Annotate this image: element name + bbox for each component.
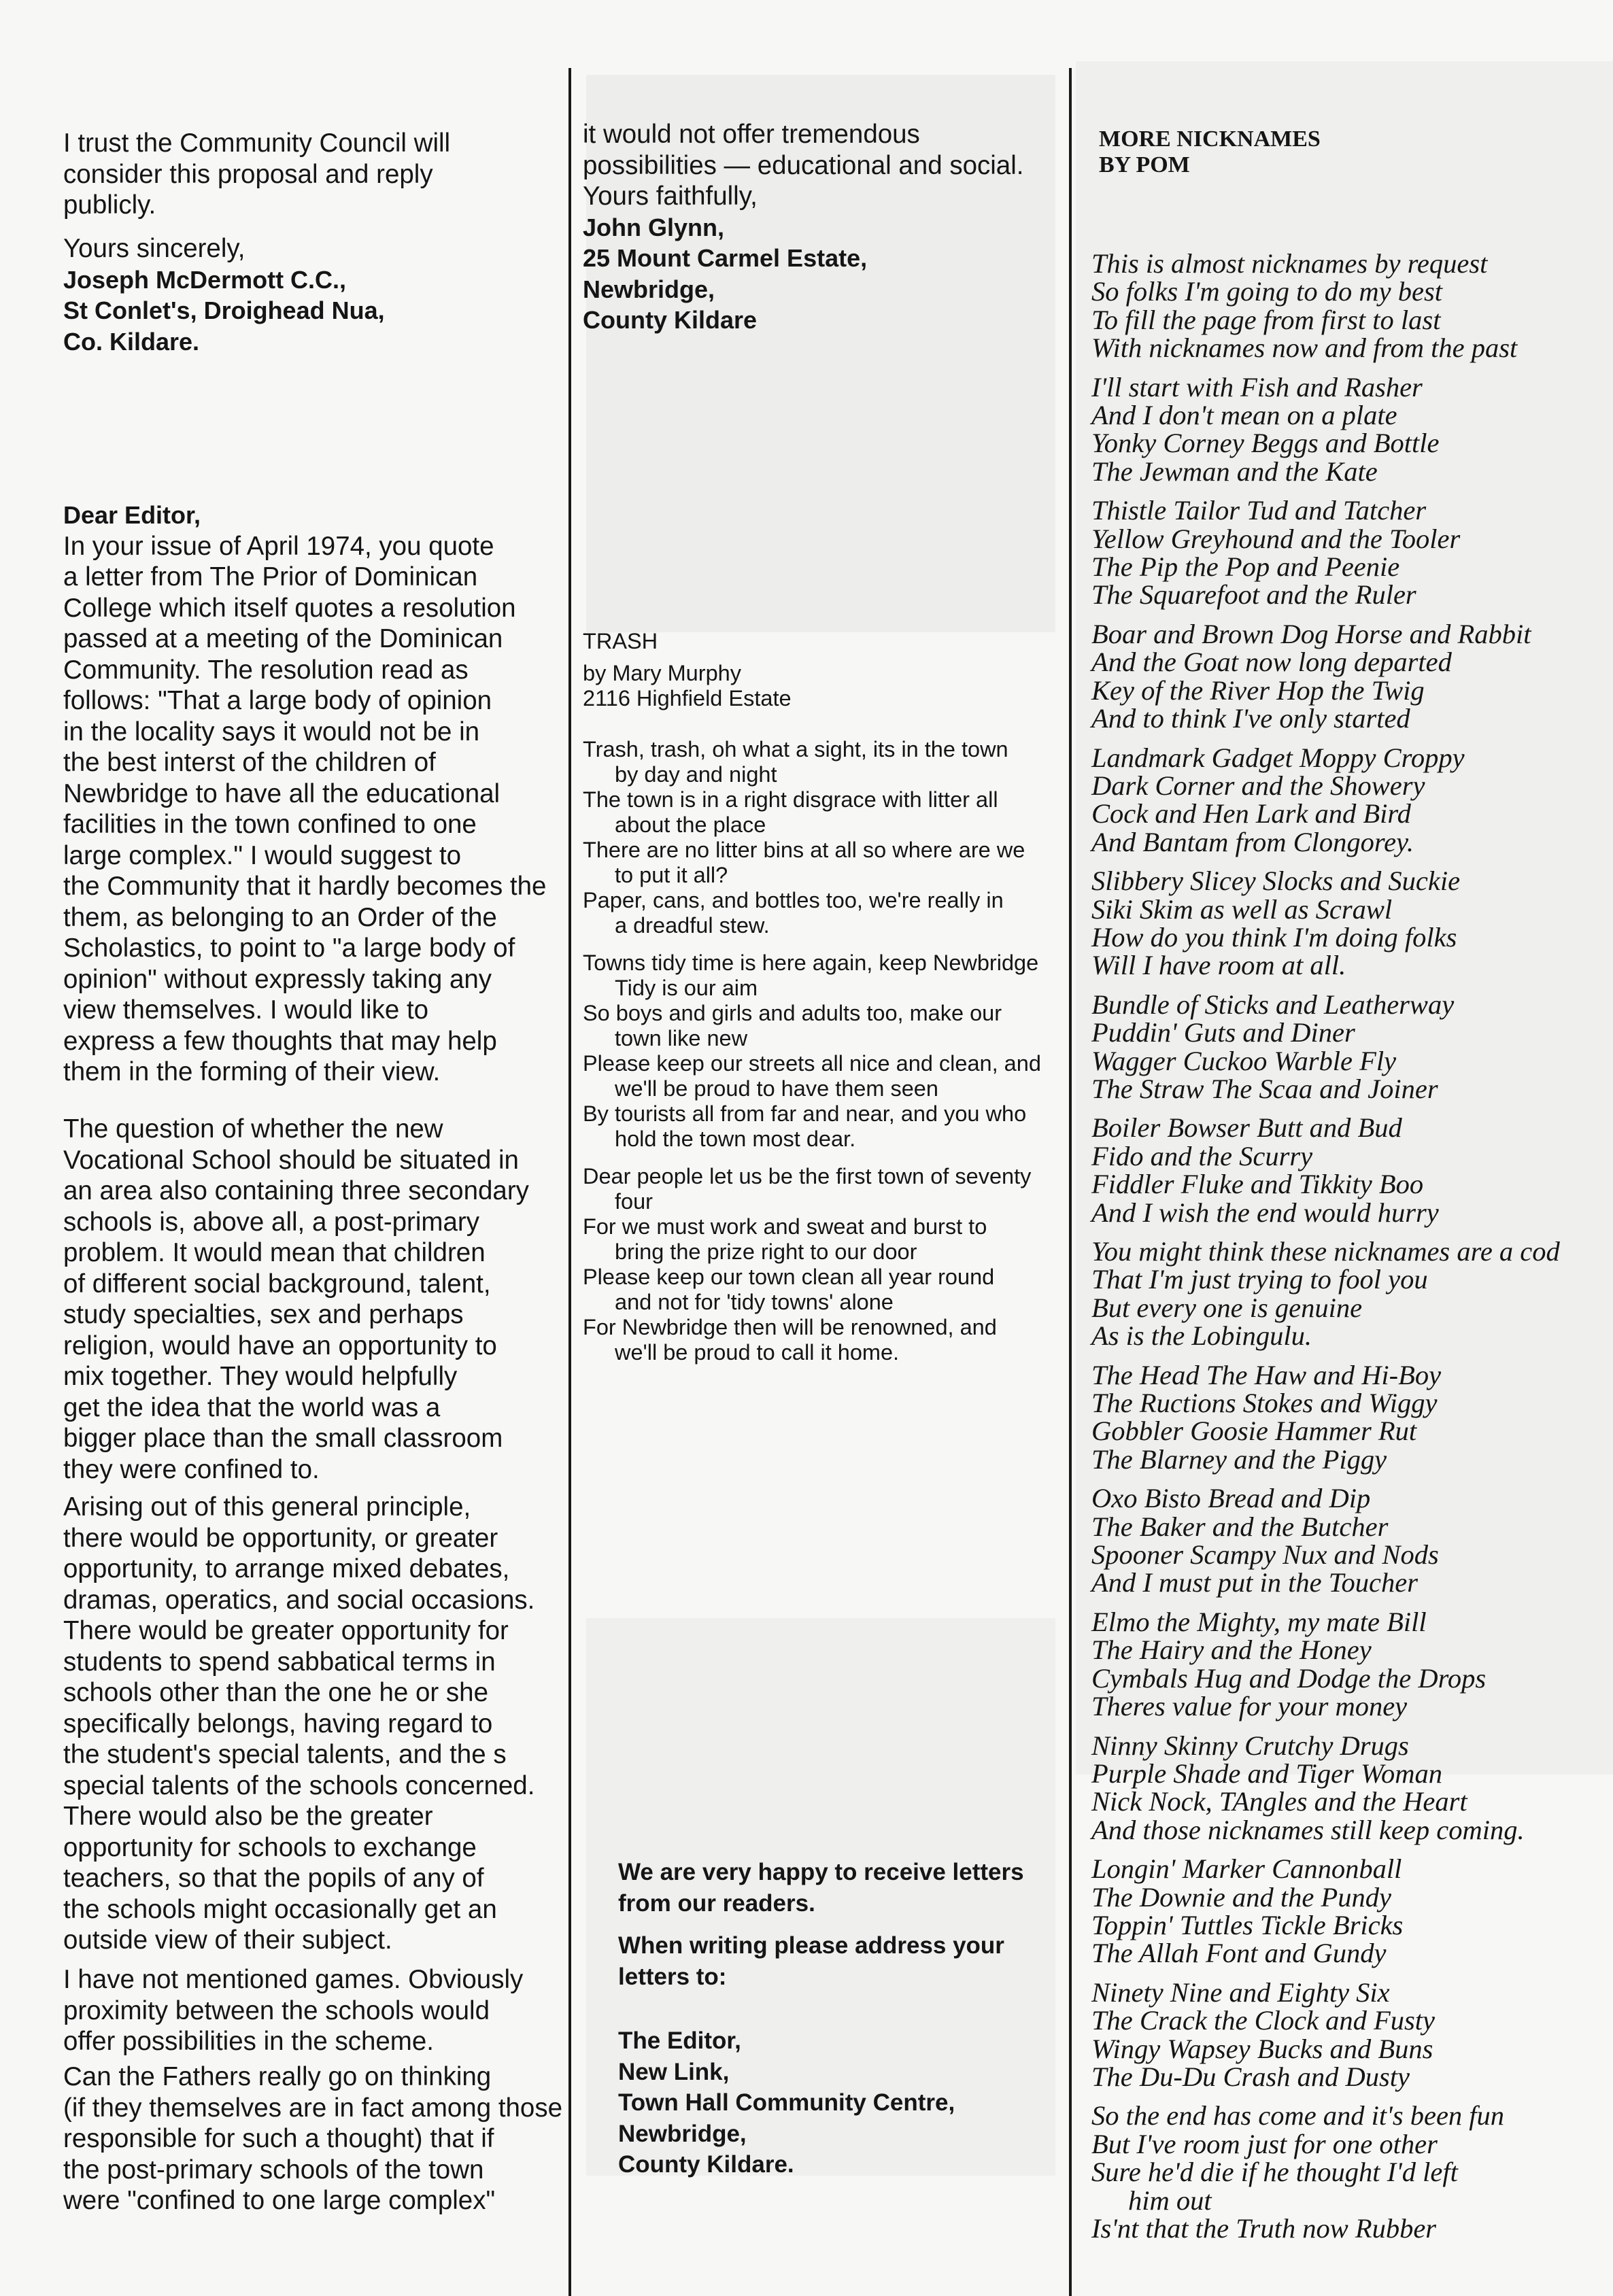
poem-line: Oxo Bisto Bread and Dip: [1091, 1483, 1371, 1514]
poem-line-continuation: we'll be proud to have them seen: [615, 1076, 938, 1101]
poem-line: Gobbler Goosie Hammer Rut: [1091, 1416, 1417, 1447]
poem-heading: [1099, 126, 1321, 178]
poem-stanza: [583, 1164, 1041, 1365]
text-line: get the idea that the world was a: [63, 1392, 441, 1422]
notice-line: letters to:: [618, 1963, 727, 1990]
poem-line: Slibbery Slicey Slocks and Suckie: [1091, 866, 1461, 897]
poem-line: Ninety Nine and Eighty Six: [1091, 1976, 1390, 2008]
poem-line-continuation: town like new: [615, 1026, 748, 1050]
signature-line: John Glynn,: [583, 213, 725, 241]
signature-line: County Kildare: [583, 306, 758, 334]
text-line: In your issue of April 1974, you quote: [63, 531, 494, 561]
poem-stanza: [1091, 1978, 1560, 2091]
poem-line: And those nicknames still keep coming.: [1091, 1814, 1525, 1845]
notice-line: from our readers.: [618, 1889, 815, 1917]
poem-line: The Downie and the Pundy: [1091, 1881, 1391, 1913]
poem-line: Dear people let us be the first town of seventy: [583, 1164, 1032, 1188]
address-line: Town Hall Community Centre,: [618, 2089, 955, 2116]
poem-line: I'll start with Fish and Rasher: [1091, 371, 1423, 402]
text-line: the student's special talents, and the s: [63, 1740, 507, 1769]
poem-line: Cymbals Hug and Dodge the Drops: [1091, 1662, 1487, 1694]
poem-line: This is almost nicknames by request: [1091, 248, 1488, 279]
poem-trash: [583, 737, 1041, 1377]
text-line: Can the Fathers really go on thinking: [63, 2062, 492, 2091]
poem-line: That I'm just trying to fool you: [1091, 1264, 1428, 1295]
poem-line: Boar and Brown Dog Horse and Rabbit: [1091, 618, 1531, 649]
text-line: College which itself quotes a resolution: [63, 593, 516, 623]
letters-instruction: [618, 1930, 1004, 1992]
text-line: opportunity for schools to exchange: [63, 1832, 477, 1862]
text-line: bigger place than the small classroom: [63, 1424, 503, 1453]
poem-line: Towns tidy time is here again, keep Newbridge: [583, 950, 1039, 975]
poem-line: The Pip the Pop and Peenie: [1091, 551, 1400, 583]
poem-line: The Squarefoot and the Ruler: [1091, 579, 1416, 611]
poem-line: By tourists all from far and near, and you who: [583, 1101, 1027, 1126]
poem-line: And to think I've only started: [1091, 703, 1410, 734]
poem-line: For Newbridge then will be renowned, and: [583, 1315, 997, 1339]
poem-line: Please keep our streets all nice and clean, and: [583, 1051, 1041, 1076]
text-line: in the locality says it would not be in: [63, 717, 480, 747]
text-line: special talents of the schools concerned.: [63, 1770, 535, 1800]
text-line: passed at a meeting of the Dominican: [63, 624, 503, 653]
poem-line: Landmark Gadget Moppy Croppy: [1091, 742, 1465, 773]
letter-paragraph: [63, 2061, 562, 2216]
poem-line: The Blarney and the Piggy: [1091, 1443, 1387, 1475]
poem-stanza: [1091, 1608, 1560, 1721]
text-line: mix together. They would helpfully: [63, 1362, 458, 1391]
text-line: Newbridge to have all the educational: [63, 778, 500, 808]
text-line: facilities in the town confined to one: [63, 810, 477, 839]
poem-line: So the end has come and it's been fun: [1091, 2100, 1505, 2131]
heading-line: MORE NICKNAMES: [1099, 126, 1321, 152]
text-line: offer possibilities in the scheme.: [63, 2027, 434, 2056]
poem-line: Elmo the Mighty, my mate Bill: [1091, 1606, 1427, 1637]
poem-line: Bundle of Sticks and Leatherway: [1091, 989, 1455, 1020]
poem-stanza: [1091, 991, 1560, 1103]
poem-line: Is'nt that the Truth now Rubber: [1091, 2213, 1437, 2244]
address-line: County Kildare.: [618, 2151, 794, 2178]
signoff: Yours faithfully,: [583, 182, 758, 211]
poem-line: Dark Corner and the Showery: [1091, 770, 1425, 801]
text-line: there would be opportunity, or greater: [63, 1523, 498, 1553]
text-line: them, as belonging to an Order of the: [63, 902, 497, 932]
poem-line-continuation: and not for 'tidy towns' alone: [615, 1290, 894, 1314]
signature-line: 25 Mount Carmel Estate,: [583, 244, 868, 272]
signoff: Yours sincerely,: [63, 234, 245, 263]
poem-line: Siki Skim as well as Scrawl: [1091, 893, 1393, 925]
poem-line: Yellow Greyhound and the Tooler: [1091, 523, 1461, 554]
poem-line-continuation: him out: [1128, 2184, 1212, 2216]
text-line: consider this proposal and reply: [63, 159, 433, 189]
text-line: religion, would have an opportunity to: [63, 1331, 497, 1360]
text-line: them in the forming of their view.: [63, 1057, 441, 1086]
text-line: Scholastics, to point to "a large body of: [63, 933, 515, 963]
poem-line-continuation: by day and night: [615, 762, 777, 787]
notice-line: We are very happy to receive letters: [618, 1859, 1024, 1885]
poem-stanza: [1091, 867, 1560, 980]
poem-line: Sure he'd die if he thought I'd left: [1091, 2157, 1458, 2188]
poem-line: Spooner Scampy Nux and Nods: [1091, 1539, 1439, 1571]
text-line: There would also be the greater: [63, 1802, 433, 1831]
poem-line: The Allah Font and Gundy: [1091, 1938, 1387, 1969]
poem-line: The Crack the Clock and Fusty: [1091, 2005, 1436, 2036]
poem-stanza: [583, 950, 1041, 1152]
poem-line-continuation: four: [615, 1189, 653, 1214]
poem-line: So boys and girls and adults too, make our: [583, 1001, 1002, 1025]
heading-line: BY POM: [1099, 152, 1190, 177]
poem-line: To fill the page from first to last: [1091, 304, 1441, 335]
poem-line: The town is in a right disgrace with litter all: [583, 787, 998, 812]
signature: [583, 212, 1023, 336]
poem-line: And I wish the end would hurry: [1091, 1197, 1439, 1228]
text-line: I trust the Community Council will: [63, 128, 451, 158]
notice-line: When writing please address your: [618, 1932, 1004, 1959]
poem-line: Thistle Tailor Tud and Tatcher: [1091, 495, 1427, 526]
poem-stanza: [1091, 2102, 1560, 2242]
poem-line: Wingy Wapsey Bucks and Buns: [1091, 2033, 1433, 2064]
text-line: problem. It would mean that children: [63, 1238, 486, 1267]
poem-header: [583, 629, 792, 711]
text-line: Community. The resolution read as: [63, 655, 469, 685]
text-line: Arising out of this general principle,: [63, 1492, 471, 1522]
text-line: schools other than the one he or she: [63, 1678, 488, 1707]
text-line: (if they themselves are in fact among those: [63, 2093, 563, 2123]
poem-line: Key of the River Hop the Twig: [1091, 674, 1425, 706]
poem-line: Toppin' Tuttles Tickle Bricks: [1091, 1909, 1404, 1940]
text-line: follows: "That a large body of opinion: [63, 686, 492, 715]
text-line: the schools might occasionally get an: [63, 1894, 497, 1924]
poem-line: Longin' Marker Cannonball: [1091, 1853, 1402, 1885]
address-line: New Link,: [618, 2058, 730, 2085]
text-line: outside view of their subject.: [63, 1925, 392, 1955]
poem-nicknames: [1091, 250, 1560, 2253]
poem-line: The Ructions Stokes and Wiggy: [1091, 1388, 1438, 1419]
poem-line-continuation: Tidy is our aim: [615, 976, 758, 1000]
poem-stanza: [1091, 620, 1560, 733]
poem-line: And Bantam from Clongorey.: [1091, 826, 1414, 857]
text-line: students to spend sabbatical terms in: [63, 1647, 496, 1677]
poem-line: You might think these nicknames are a cod: [1091, 1236, 1560, 1267]
poem-line: How do you think I'm doing folks: [1091, 921, 1457, 953]
poem-line: Wagger Cuckoo Warble Fly: [1091, 1045, 1397, 1076]
poem-line: The Head The Haw and Hi-Boy: [1091, 1359, 1442, 1390]
poem-line-continuation: bring the prize right to our door: [615, 1239, 917, 1264]
poem-line: For we must work and sweat and burst to: [583, 1214, 987, 1239]
text-line: opinion" without expressly taking any: [63, 964, 492, 994]
poem-line: And I must put in the Toucher: [1091, 1567, 1418, 1598]
text-line: publicly.: [63, 190, 156, 220]
poem-stanza: [1091, 1114, 1560, 1227]
column-divider: [568, 68, 571, 2296]
salutation: Dear Editor,: [63, 501, 201, 529]
poem-stanza: [1091, 1484, 1560, 1597]
poem-stanza: [1091, 744, 1560, 857]
poem-line-continuation: a dreadful stew.: [615, 913, 770, 938]
text-line: specifically belongs, having regard to: [63, 1709, 493, 1738]
poem-line: With nicknames now and from the past: [1091, 332, 1518, 364]
text-line: the best interst of the children of: [63, 748, 436, 777]
text-line: responsible for such a thought) that if: [63, 2124, 494, 2153]
closing-paragraph: [63, 128, 450, 221]
poem-line: The Du-Du Crash and Dusty: [1091, 2061, 1410, 2092]
signature-line: Joseph McDermott C.C.,: [63, 265, 347, 294]
poem-line: The Hairy and the Honey: [1091, 1634, 1372, 1666]
poem-line: Puddin' Guts and Diner: [1091, 1017, 1355, 1048]
signature-line: Newbridge,: [583, 275, 715, 303]
poem-line: Paper, cans, and bottles too, we're really in: [583, 888, 1004, 912]
text-line: were "confined to one large complex": [63, 2186, 496, 2215]
poem-line: The Baker and the Butcher: [1091, 1511, 1389, 1542]
text-line: Vocational School should be situated in: [63, 1145, 519, 1175]
text-line: teachers, so that the popils of any of: [63, 1864, 484, 1893]
poem-line: And the Goat now long departed: [1091, 647, 1452, 678]
poem-line: Ninny Skinny Crutchy Drugs: [1091, 1730, 1409, 1761]
text-line: opportunity, to arrange mixed debates,: [63, 1554, 510, 1583]
poem-line: The Straw The Scaa and Joiner: [1091, 1073, 1438, 1104]
letter-paragraph: [63, 500, 546, 1088]
letters-invitation: [618, 1857, 1024, 1919]
poem-line: But I've room just for one other: [1091, 2128, 1438, 2159]
text-line: an area also containing three secondary: [63, 1176, 529, 1205]
poem-line: Fiddler Fluke and Tikkity Boo: [1091, 1169, 1424, 1200]
signature: [63, 264, 385, 358]
poem-stanza: [1091, 373, 1560, 486]
poem-line-continuation: hold the town most dear.: [615, 1127, 856, 1151]
poem-line: Please keep our town clean all year round: [583, 1265, 995, 1289]
poem-line: Purple Shade and Tiger Woman: [1091, 1758, 1442, 1789]
poem-line: And I don't mean on a plate: [1091, 400, 1397, 431]
poem-line-continuation: about the place: [615, 812, 766, 837]
text-line: proximity between the schools would: [63, 1995, 490, 2025]
letter-paragraph: [63, 1114, 529, 1485]
text-line: possibilities — educational and social.: [583, 150, 1024, 180]
poem-line: Will I have room at all.: [1091, 950, 1346, 981]
poem-stanza: [583, 737, 1041, 938]
text-line: There would be greater opportunity for: [63, 1616, 509, 1645]
text-line: the post-primary schools of the town: [63, 2155, 484, 2184]
text-line: The question of whether the new: [63, 1114, 443, 1144]
poem-line: Trash, trash, oh what a sight, its in the town: [583, 737, 1008, 761]
poem-stanza: [1091, 1361, 1560, 1474]
poem-line-continuation: we'll be proud to call it home.: [615, 1340, 900, 1365]
signature-line: Co. Kildare.: [63, 327, 200, 356]
poem-line: So folks I'm going to do my best: [1091, 276, 1442, 307]
poem-author: by Mary Murphy: [583, 661, 741, 685]
poem-stanza: [1091, 1732, 1560, 1845]
text-line: study specialties, sex and perhaps: [63, 1300, 464, 1329]
letter-paragraph: [63, 1492, 534, 1956]
text-line: they were confined to.: [63, 1454, 320, 1484]
poem-author-address: 2116 Highfield Estate: [583, 686, 792, 710]
letter-signoff: [63, 233, 385, 357]
poem-line: There are no litter bins at all so where are we: [583, 838, 1025, 862]
text-line: a letter from The Prior of Dominican: [63, 562, 478, 592]
poem-stanza: [1091, 1237, 1560, 1350]
poem-line: Fido and the Scurry: [1091, 1140, 1313, 1171]
text-line: the Community that it hardly becomes the: [63, 872, 547, 901]
poem-line: Nick Nock, TAngles and the Heart: [1091, 1786, 1467, 1817]
letter-paragraph: [63, 1964, 523, 2057]
signature-line: St Conlet's, Droighead Nua,: [63, 296, 385, 324]
text-line: I have not mentioned games. Obviously: [63, 1965, 524, 1994]
poem-stanza: [1091, 250, 1560, 362]
column-divider: [1069, 68, 1072, 2296]
poem-line: Cock and Hen Lark and Bird: [1091, 798, 1411, 829]
poem-line: But every one is genuine: [1091, 1292, 1363, 1323]
poem-stanza: [1091, 1855, 1560, 1968]
paragraph-text: [63, 531, 546, 1088]
poem-line: As is the Lobingulu.: [1091, 1320, 1312, 1352]
continuation-text: [583, 119, 1023, 181]
poem-stanza: [1091, 496, 1560, 609]
text-line: express a few thoughts that may help: [63, 1026, 497, 1056]
poem-line-continuation: to put it all?: [615, 863, 728, 887]
poem-line: Boiler Bowser Butt and Bud: [1091, 1112, 1402, 1144]
address-line: Newbridge,: [618, 2120, 747, 2147]
poem-line: Theres value for your money: [1091, 1691, 1408, 1722]
editor-address: [618, 2025, 955, 2180]
poem-line: Yonky Corney Beggs and Bottle: [1091, 428, 1440, 459]
poem-title: TRASH: [583, 629, 658, 653]
text-line: view themselves. I would like to: [63, 995, 429, 1025]
text-line: schools is, above all, a post-primary: [63, 1207, 479, 1237]
text-line: of different social background, talent,: [63, 1269, 491, 1299]
text-line: it would not offer tremendous: [583, 120, 920, 149]
text-line: large complex." I would suggest to: [63, 840, 462, 870]
text-line: dramas, operatics, and social occasions.: [63, 1585, 535, 1615]
letter-ending: [583, 119, 1023, 336]
poem-line: The Jewman and the Kate: [1091, 456, 1378, 487]
address-line: The Editor,: [618, 2027, 741, 2054]
